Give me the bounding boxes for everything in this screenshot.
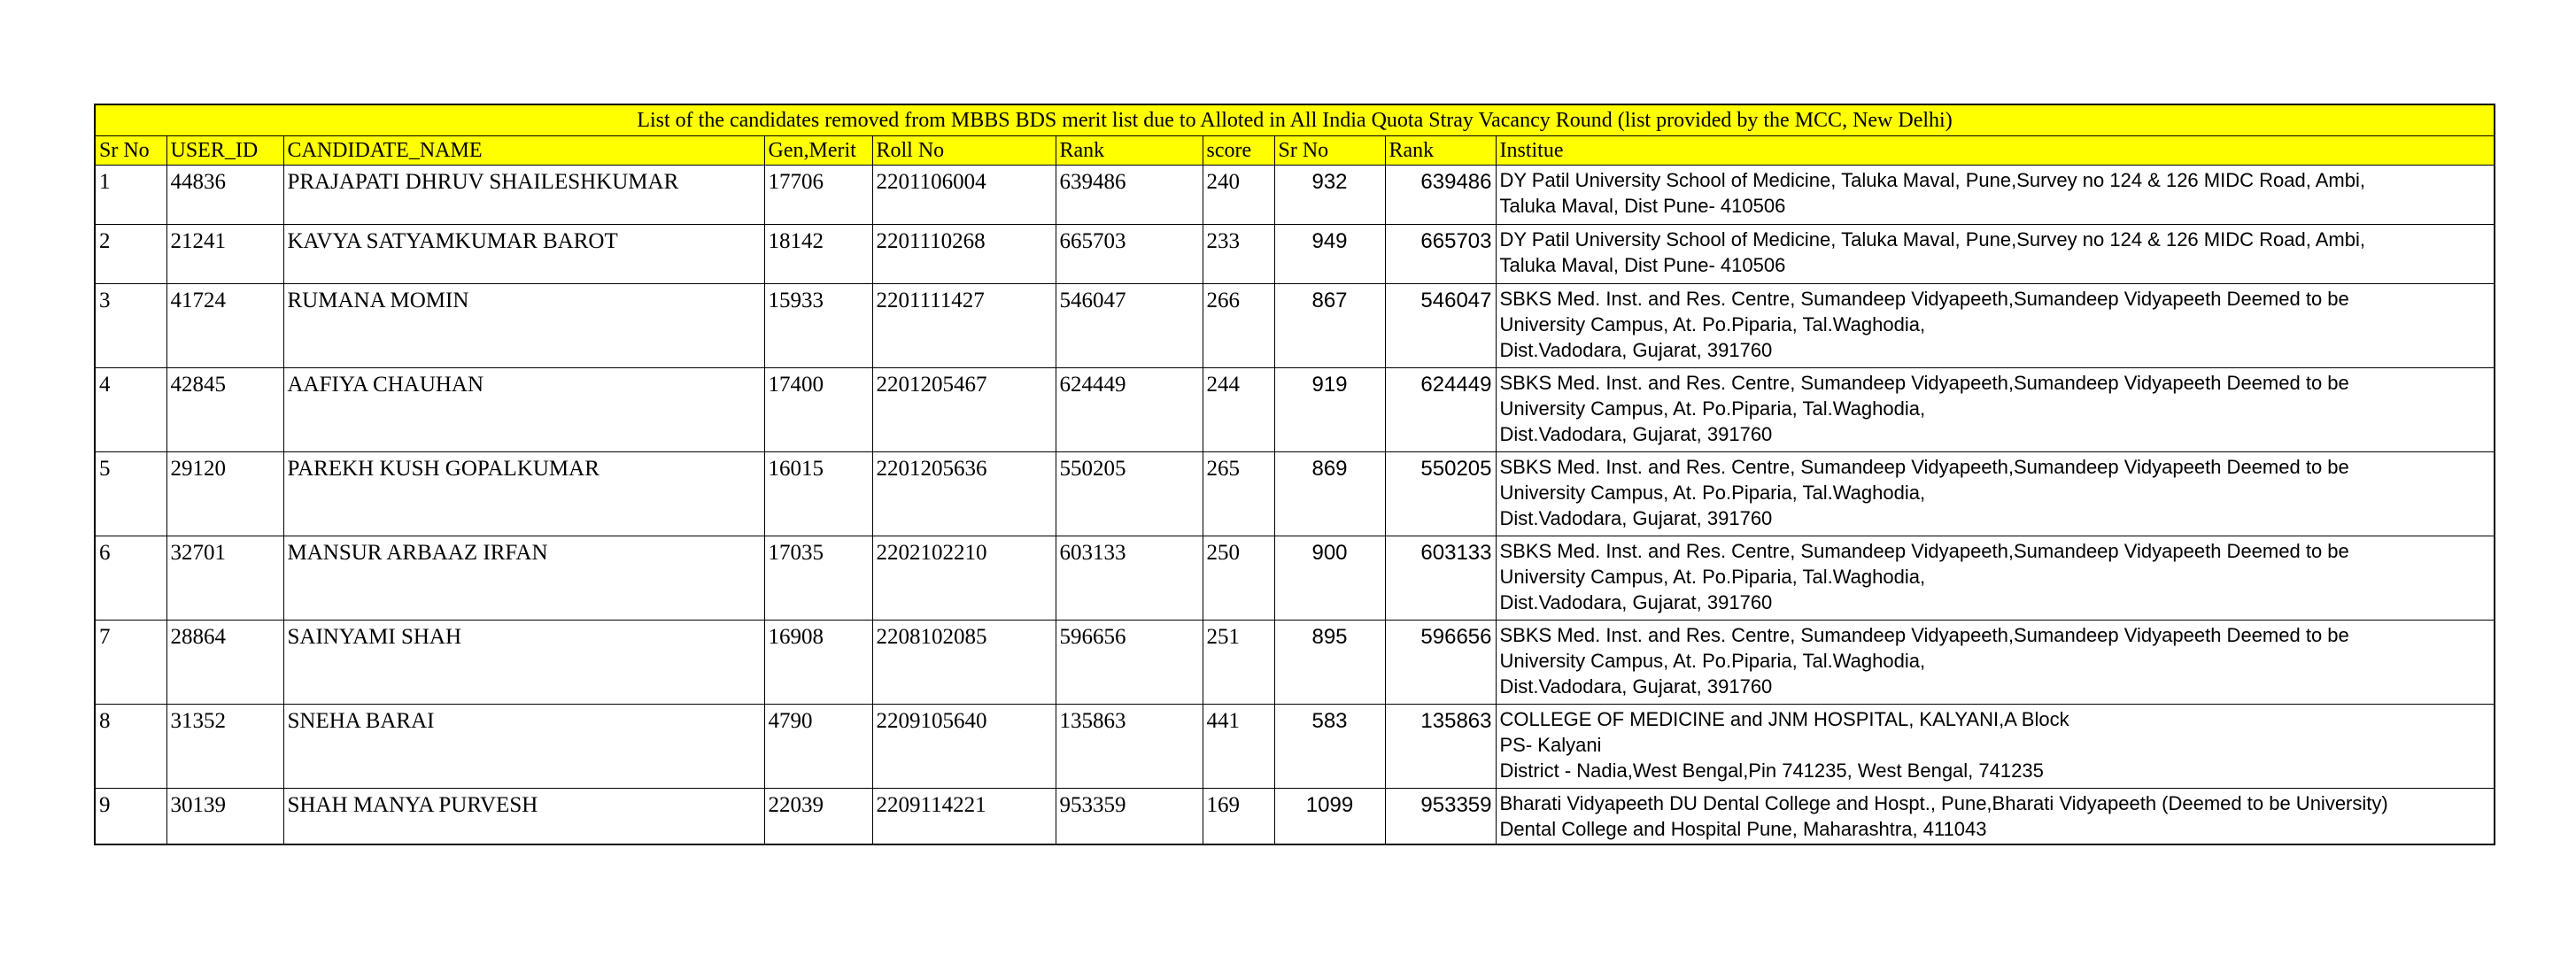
- cell-candidate-name: PRAJAPATI DHRUV SHAILESHKUMAR: [283, 166, 764, 225]
- cell-user-id: 29120: [166, 452, 283, 536]
- cell-sr-no: 8: [95, 705, 166, 789]
- cell-score: 251: [1203, 621, 1274, 705]
- header-sr-no: Sr No: [95, 136, 166, 166]
- cell-user-id: 32701: [166, 536, 283, 621]
- cell-institute: [1496, 621, 2495, 705]
- cell-gen-merit: 16015: [764, 452, 872, 536]
- cell-rank: 550205: [1056, 452, 1203, 536]
- cell-rank-2: 665703: [1385, 225, 1496, 284]
- cell-user-id: 44836: [166, 166, 283, 225]
- cell-rank-2: 546047: [1385, 284, 1496, 368]
- cell-institute: [1496, 166, 2495, 225]
- cell-score: 441: [1203, 705, 1274, 789]
- cell-sr-no: 4: [95, 368, 166, 452]
- cell-score: 266: [1203, 284, 1274, 368]
- table-row: [95, 621, 2495, 705]
- institute-line: Bharati Vidyapeeth DU Dental College and Hospt., Pune,Bharati Vidyapeeth (Deemed to be University): [1499, 792, 2388, 814]
- candidates-table: [94, 104, 2495, 845]
- cell-score: 250: [1203, 536, 1274, 621]
- cell-candidate-name: KAVYA SATYAMKUMAR BAROT: [283, 225, 764, 284]
- cell-gen-merit: 15933: [764, 284, 872, 368]
- cell-gen-merit: 18142: [764, 225, 872, 284]
- cell-gen-merit: 17706: [764, 166, 872, 225]
- header-candidate-name: CANDIDATE_NAME: [283, 136, 764, 166]
- institute-line: SBKS Med. Inst. and Res. Centre, Sumandeep Vidyapeeth,Sumandeep Vidyapeeth Deemed to be: [1499, 624, 2349, 646]
- table-row: [95, 368, 2495, 452]
- cell-user-id: 28864: [166, 621, 283, 705]
- table-row: [95, 789, 2495, 845]
- institute-line: District - Nadia,West Bengal,Pin 741235, West Bengal, 741235: [1499, 759, 2044, 782]
- table-header-row: [95, 136, 2495, 166]
- cell-roll-no: 2202102210: [872, 536, 1056, 621]
- cell-rank-2: 596656: [1385, 621, 1496, 705]
- header-roll-no: Roll No: [872, 136, 1056, 166]
- cell-roll-no: 2201111427: [872, 284, 1056, 368]
- cell-rank: 135863: [1056, 705, 1203, 789]
- institute-line: Dist.Vadodara, Gujarat, 391760: [1499, 423, 1773, 445]
- institute-line: University Campus, At. Po.Piparia, Tal.Waghodia,: [1499, 397, 1926, 420]
- cell-institute: [1496, 789, 2495, 845]
- cell-score: 169: [1203, 789, 1274, 845]
- institute-line: Dist.Vadodara, Gujarat, 391760: [1499, 675, 1773, 698]
- table-row: [95, 452, 2495, 536]
- institute-line: University Campus, At. Po.Piparia, Tal.Waghodia,: [1499, 313, 1926, 335]
- cell-sr-no-2: 919: [1274, 368, 1385, 452]
- table-row: [95, 225, 2495, 284]
- institute-line: University Campus, At. Po.Piparia, Tal.Waghodia,: [1499, 566, 1926, 588]
- cell-gen-merit: 16908: [764, 621, 872, 705]
- cell-sr-no: 1: [95, 166, 166, 225]
- cell-sr-no: 9: [95, 789, 166, 845]
- cell-institute: [1496, 225, 2495, 284]
- table-row: [95, 536, 2495, 621]
- table-row: [95, 284, 2495, 368]
- header-sr-no-2: Sr No: [1274, 136, 1385, 166]
- cell-rank-2: 639486: [1385, 166, 1496, 225]
- cell-institute: [1496, 452, 2495, 536]
- cell-rank: 596656: [1056, 621, 1203, 705]
- cell-roll-no: 2201110268: [872, 225, 1056, 284]
- table-row: [95, 705, 2495, 789]
- cell-rank: 953359: [1056, 789, 1203, 845]
- institute-line: Taluka Maval, Dist Pune- 410506: [1499, 254, 1786, 276]
- cell-candidate-name: MANSUR ARBAAZ IRFAN: [283, 536, 764, 621]
- cell-sr-no-2: 895: [1274, 621, 1385, 705]
- cell-roll-no: 2201106004: [872, 166, 1056, 225]
- cell-user-id: 41724: [166, 284, 283, 368]
- cell-sr-no-2: 583: [1274, 705, 1385, 789]
- cell-institute: [1496, 705, 2495, 789]
- cell-candidate-name: SNEHA BARAI: [283, 705, 764, 789]
- cell-sr-no: 2: [95, 225, 166, 284]
- cell-roll-no: 2208102085: [872, 621, 1056, 705]
- cell-rank: 639486: [1056, 166, 1203, 225]
- cell-sr-no-2: 900: [1274, 536, 1385, 621]
- header-rank: Rank: [1056, 136, 1203, 166]
- cell-rank: 603133: [1056, 536, 1203, 621]
- institute-line: University Campus, At. Po.Piparia, Tal.Waghodia,: [1499, 482, 1926, 504]
- institute-line: University Campus, At. Po.Piparia, Tal.Waghodia,: [1499, 650, 1926, 672]
- cell-sr-no: 3: [95, 284, 166, 368]
- cell-candidate-name: AAFIYA CHAUHAN: [283, 368, 764, 452]
- cell-user-id: 42845: [166, 368, 283, 452]
- institute-line: Dist.Vadodara, Gujarat, 391760: [1499, 339, 1773, 361]
- cell-user-id: 21241: [166, 225, 283, 284]
- cell-institute: [1496, 284, 2495, 368]
- cell-institute: [1496, 368, 2495, 452]
- cell-sr-no: 5: [95, 452, 166, 536]
- cell-gen-merit: 4790: [764, 705, 872, 789]
- cell-rank-2: 135863: [1385, 705, 1496, 789]
- institute-line: PS- Kalyani: [1499, 734, 1602, 756]
- cell-sr-no-2: 867: [1274, 284, 1385, 368]
- cell-rank-2: 953359: [1385, 789, 1496, 845]
- cell-sr-no-2: 1099: [1274, 789, 1385, 845]
- institute-line: SBKS Med. Inst. and Res. Centre, Sumandeep Vidyapeeth,Sumandeep Vidyapeeth Deemed to be: [1499, 288, 2349, 310]
- cell-candidate-name: SAINYAMI SHAH: [283, 621, 764, 705]
- cell-rank: 546047: [1056, 284, 1203, 368]
- header-institute: Institue: [1496, 136, 2495, 166]
- cell-rank-2: 624449: [1385, 368, 1496, 452]
- cell-gen-merit: 22039: [764, 789, 872, 845]
- cell-roll-no: 2209114221: [872, 789, 1056, 845]
- cell-gen-merit: 17400: [764, 368, 872, 452]
- cell-sr-no-2: 932: [1274, 166, 1385, 225]
- table-row: [95, 166, 2495, 225]
- institute-line: DY Patil University School of Medicine, Taluka Maval, Pune,Survey no 124 & 126 MIDC Road, Ambi,: [1499, 228, 2365, 251]
- cell-user-id: 31352: [166, 705, 283, 789]
- cell-score: 233: [1203, 225, 1274, 284]
- cell-roll-no: 2201205636: [872, 452, 1056, 536]
- cell-gen-merit: 17035: [764, 536, 872, 621]
- cell-rank: 665703: [1056, 225, 1203, 284]
- cell-candidate-name: RUMANA MOMIN: [283, 284, 764, 368]
- table-title: List of the candidates removed from MBBS BDS merit list due to Alloted in All India Quota Stray Vacancy Round (list provided by the MCC, New Delhi): [95, 104, 2495, 136]
- cell-candidate-name: PAREKH KUSH GOPALKUMAR: [283, 452, 764, 536]
- cell-sr-no: 7: [95, 621, 166, 705]
- cell-roll-no: 2209105640: [872, 705, 1056, 789]
- cell-sr-no-2: 949: [1274, 225, 1385, 284]
- cell-score: 240: [1203, 166, 1274, 225]
- cell-sr-no: 6: [95, 536, 166, 621]
- institute-line: COLLEGE OF MEDICINE and JNM HOSPITAL, KALYANI,A Block: [1499, 708, 2069, 730]
- institute-line: SBKS Med. Inst. and Res. Centre, Sumandeep Vidyapeeth,Sumandeep Vidyapeeth Deemed to be: [1499, 456, 2349, 478]
- cell-rank-2: 550205: [1385, 452, 1496, 536]
- header-rank-2: Rank: [1385, 136, 1496, 166]
- institute-line: Dist.Vadodara, Gujarat, 391760: [1499, 591, 1773, 613]
- header-user-id: USER_ID: [166, 136, 283, 166]
- cell-rank: 624449: [1056, 368, 1203, 452]
- cell-score: 244: [1203, 368, 1274, 452]
- institute-line: Dist.Vadodara, Gujarat, 391760: [1499, 507, 1773, 529]
- institute-line: SBKS Med. Inst. and Res. Centre, Sumandeep Vidyapeeth,Sumandeep Vidyapeeth Deemed to be: [1499, 372, 2349, 394]
- table-title-row: [95, 104, 2495, 136]
- cell-candidate-name: SHAH MANYA PURVESH: [283, 789, 764, 845]
- header-gen-merit: Gen,Merit: [764, 136, 872, 166]
- cell-roll-no: 2201205467: [872, 368, 1056, 452]
- header-score: score: [1203, 136, 1274, 166]
- cell-rank-2: 603133: [1385, 536, 1496, 621]
- cell-user-id: 30139: [166, 789, 283, 845]
- institute-line: Dental College and Hospital Pune, Maharashtra, 411043: [1499, 818, 1987, 840]
- cell-sr-no-2: 869: [1274, 452, 1385, 536]
- cell-institute: [1496, 536, 2495, 621]
- institute-line: DY Patil University School of Medicine, Taluka Maval, Pune,Survey no 124 & 126 MIDC Road, Ambi,: [1499, 169, 2365, 191]
- institute-line: SBKS Med. Inst. and Res. Centre, Sumandeep Vidyapeeth,Sumandeep Vidyapeeth Deemed to be: [1499, 540, 2349, 562]
- cell-score: 265: [1203, 452, 1274, 536]
- institute-line: Taluka Maval, Dist Pune- 410506: [1499, 195, 1786, 217]
